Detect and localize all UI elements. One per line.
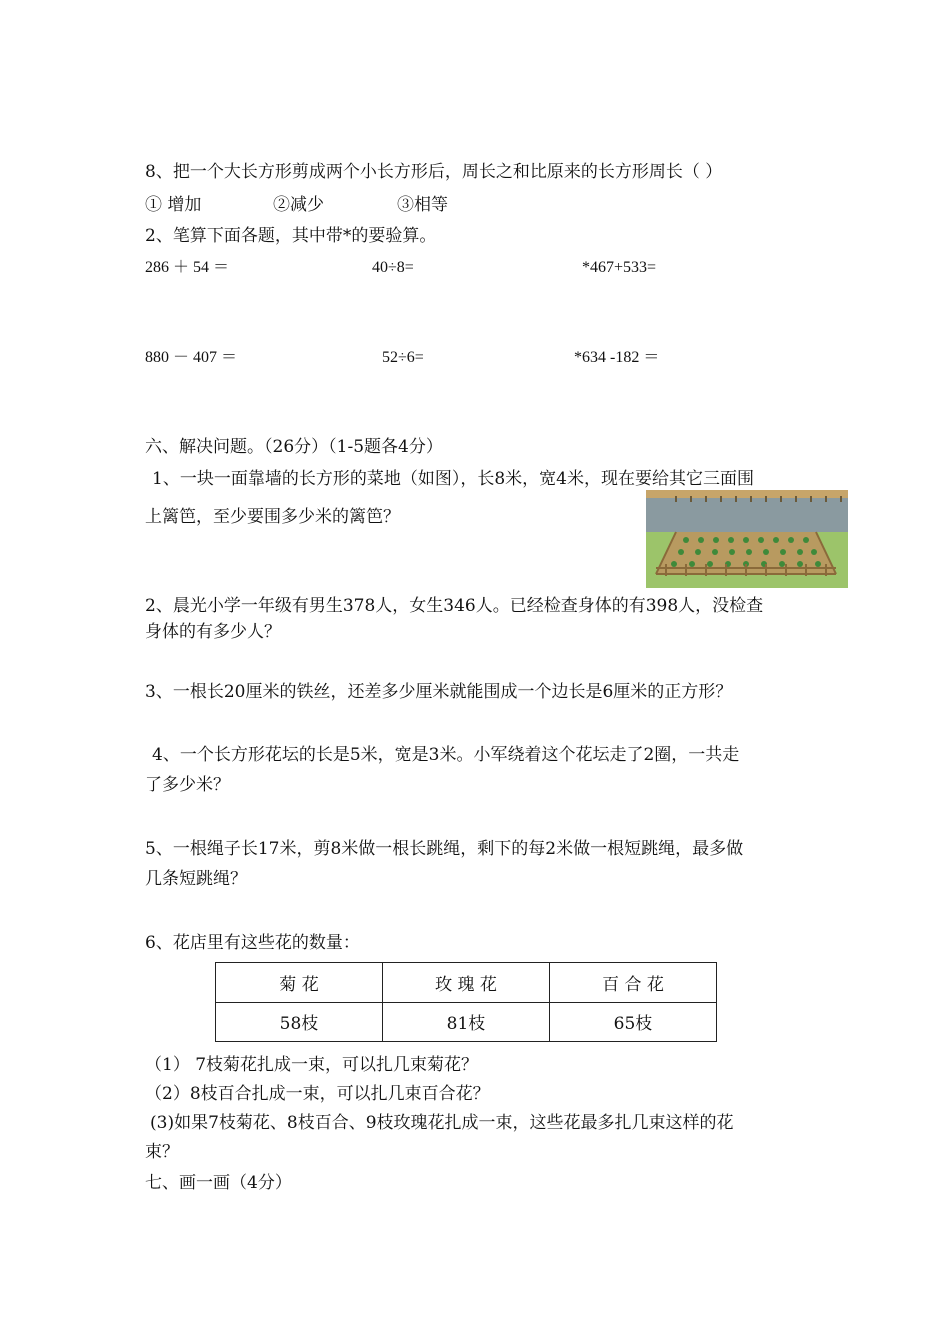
calc-286-54: 286 ＋ 54 ＝: [145, 259, 230, 276]
q6-sub2: （2）8枝百合扎成一束，可以扎几束百合花？: [145, 1084, 490, 1104]
table-cell-rose: 81枝: [383, 1002, 550, 1042]
q8-text: 8、把一个大长方形剪成两个小长方形后，周长之和比原来的长方形周长（ ）: [145, 162, 723, 182]
q1-line2: 上篱笆，至少要围多少米的篱笆？: [145, 507, 400, 527]
section6-title: 六、解决问题。（26分）（1-5题各4分）: [145, 437, 443, 457]
calc-52-div-6: 52÷6=: [382, 349, 424, 366]
q8-option-1: ① 增加: [145, 195, 202, 215]
section7-title: 七、画一画（4分）: [145, 1173, 292, 1193]
q4-line1: 4、一个长方形花坛的长是5米，宽是3米。小军绕着这个花坛走了2圈，一共走: [152, 745, 740, 765]
section2-title: 2、笔算下面各题，其中带*的要验算。: [145, 226, 437, 246]
q8-option-2: ②减少: [273, 195, 324, 215]
q6-title: 6、花店里有这些花的数量：: [145, 933, 360, 953]
q6-sub3-line2: 束？: [145, 1142, 179, 1162]
q5-line2: 几条短跳绳？: [145, 869, 247, 889]
q6-sub1: （1） 7枝菊花扎成一束，可以扎几束菊花？: [145, 1055, 479, 1075]
q8-option-3: ③相等: [397, 195, 448, 215]
q4-line2: 了多少米？: [145, 775, 230, 795]
table-cell-lily: 65枝: [550, 1002, 717, 1042]
table-row: [216, 963, 717, 1003]
vegetable-garden-image: [646, 490, 848, 588]
garden-wall: [646, 498, 848, 532]
q1-line1: 1、一块一面靠墙的长方形的菜地（如图），长8米，宽4米，现在要给其它三面围: [152, 469, 754, 489]
q5-line1: 5、一根绳子长17米，剪8米做一根长跳绳，剩下的每2米做一根短跳绳，最多做: [145, 839, 744, 859]
table-cell-chrysanthemum: 58枝: [216, 1002, 383, 1042]
calc-634-182: *634 -182 ＝: [574, 349, 660, 366]
calc-880-407: 880 － 407 ＝: [145, 349, 238, 366]
q2-line2: 身体的有多少人？: [145, 622, 281, 642]
table-header-chrysanthemum: 菊 花: [216, 963, 383, 1003]
table-header-rose: 玫 瑰 花: [383, 963, 550, 1003]
calc-467-533: *467+533=: [582, 259, 657, 276]
flower-table: [215, 962, 717, 1042]
q6-sub3-line1: (3)如果7枝菊花、8枝百合、9枝玫瑰花扎成一束，这些花最多扎几束这样的花: [150, 1113, 734, 1133]
q3-text: 3、一根长20厘米的铁丝，还差多少厘米就能围成一个边长是6厘米的正方形？: [145, 682, 733, 702]
table-header-lily: 百 合 花: [550, 963, 717, 1003]
table-row: [216, 1002, 717, 1042]
q2-line1: 2、晨光小学一年级有男生378人，女生346人。已经检查身体的有398人，没检查: [145, 596, 764, 616]
calc-40-div-8: 40÷8=: [372, 259, 414, 276]
